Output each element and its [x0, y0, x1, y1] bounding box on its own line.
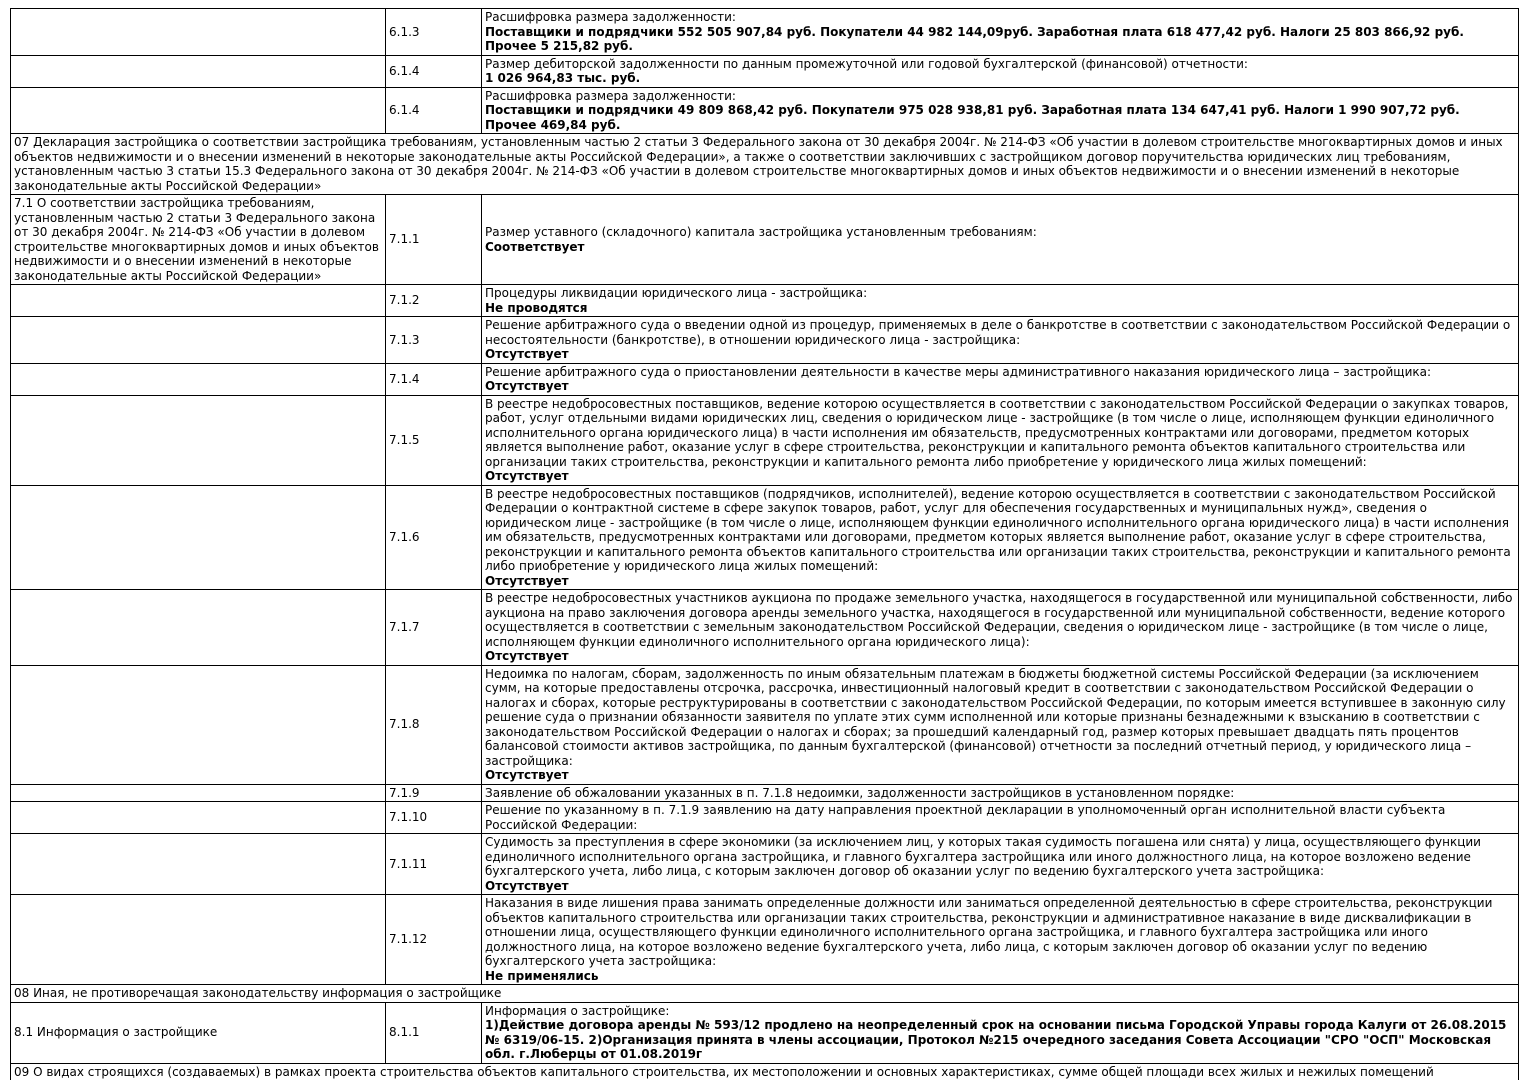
row-number-cell: 7.1.1 [386, 195, 482, 285]
row-content-cell [482, 317, 1519, 364]
row-number-cell: 8.1.1 [386, 1002, 482, 1063]
row-description-cell [11, 665, 386, 784]
row-description-cell [11, 395, 386, 485]
field-value: Поставщики и подрядчики 49 809 868,42 руб. Покупатели 975 028 938,81 руб. Заработная плата 134 647,41 руб. Налоги 1 990 907,72 руб. Прочее 469,84 руб. [485, 103, 1460, 132]
row-content-cell [482, 784, 1519, 802]
row-number-cell: 7.1.3 [386, 317, 482, 364]
field-value: Отсутствует [485, 469, 569, 483]
row-description-cell [11, 834, 386, 895]
row-number-cell: 7.1.9 [386, 784, 482, 802]
row-content-cell [482, 802, 1519, 834]
declaration-table-body [11, 9, 1519, 1080]
table-row [11, 87, 1519, 134]
field-value: Отсутствует [485, 768, 569, 782]
field-label: В реестре недобросовестных участников аукциона по продаже земельного участка, находящегося в государственной или муниципальной собственности, либо аукциона на право заключения договора аренды земельного участка, находящегося в государственной или муниципальной собственности, ведение которого осуществляется в соответствии с земельным законодательством Российской Федерации, сведения о юридическом лице - застройщике (в том числе о лице, исполняющем функции единоличного исполнительного органа юридического лица): [485, 591, 1513, 649]
field-label: Наказания в виде лишения права занимать определенные должности или заниматься определенной деятельностью в сфере строительства, реконструкции объектов капитального строительства или организации таких строительства, реконструкции и административное наказание в виде дисквалификации в отношении лица, осуществляющего функции единоличного исполнительного органа застройщика, и главного бухгалтера застройщика или иного должностного лица, на которое возложено ведение бухгалтерского учета, либо лица, с которым заключен договор об оказании услуг по ведению бухгалтерского учета застройщика: [485, 896, 1493, 968]
row-content-cell [482, 9, 1519, 56]
row-description-cell [11, 784, 386, 802]
table-row [11, 590, 1519, 666]
section-header: 08 Иная, не противоречащая законодательству информация о застройщике [11, 985, 1519, 1003]
row-description-cell [11, 55, 386, 87]
row-number-cell: 7.1.12 [386, 895, 482, 985]
row-number-cell: 7.1.2 [386, 285, 482, 317]
row-number-cell: 6.1.4 [386, 55, 482, 87]
field-label: Размер дебиторской задолженности по данным промежуточной или годовой бухгалтерской (финансовой) отчетности: [485, 56, 1248, 71]
row-description-cell [11, 317, 386, 364]
field-value: Отсутствует [485, 573, 569, 588]
row-content-cell [482, 590, 1519, 666]
row-description-cell: 7.1 О соответствии застройщика требованиям, установленным частью 2 статьи 3 Федерального закона от 30 декабря 2004г. № 214-ФЗ «Об участии в долевом строительстве многоквартирных домов и иных объектов недвижимости и о внесении изменений в некоторые законодательные акты Российской Федерации» [11, 195, 386, 285]
table-row [11, 802, 1519, 834]
field-value: 1 026 964,83 тыс. руб. [485, 71, 641, 85]
field-value: Поставщики и подрядчики 552 505 907,84 руб. Покупатели 44 982 144,09руб. Заработная плата 618 477,42 руб. Налоги 25 803 866,92 руб. Прочее 5 215,82 руб. [485, 24, 1464, 53]
row-content-cell [482, 363, 1519, 395]
row-description-cell [11, 895, 386, 985]
field-value: 1)Действие договора аренды № 593/12 продлено на неопределенный срок на основании письма Городской Управы города Калуги от 26.08.2015 № 6319/06-15. 2)Организация принята в члены ассоциации, Протокол №215 очередного заседания Совета Ассоциации "СРО "ОСП" Московская обл. г.Люберцы от 01.08.2019г [485, 1018, 1507, 1061]
row-number-cell: 6.1.3 [386, 9, 482, 56]
row-number-cell: 7.1.5 [386, 395, 482, 485]
row-content-cell [482, 1002, 1519, 1063]
field-label: Заявление об обжаловании указанных в п. 7.1.8 недоимки, задолженности застройщиков в установленном порядке: [485, 785, 1235, 800]
field-value: Отсутствует [485, 878, 569, 893]
row-description-cell [11, 485, 386, 590]
row-number-cell: 7.1.7 [386, 590, 482, 666]
field-label: Решение арбитражного суда о приостановлении деятельности в качестве меры административного наказания юридического лица – застройщика: [485, 364, 1432, 379]
field-value: Отсутствует [485, 649, 569, 663]
row-content-cell [482, 665, 1519, 784]
row-number-cell: 6.1.4 [386, 87, 482, 134]
field-label: Информация о застройщике: [485, 1003, 670, 1018]
row-content-cell [482, 87, 1519, 134]
row-number-cell: 7.1.11 [386, 834, 482, 895]
table-row [11, 285, 1519, 317]
field-label: Расшифровка размера задолженности: [485, 88, 736, 103]
row-description-cell: 8.1 Информация о застройщике [11, 1002, 386, 1063]
table-row [11, 1002, 1519, 1063]
field-label: Размер уставного (складочного) капитала застройщика установленным требованиям: [485, 225, 1037, 239]
row-description-cell [11, 363, 386, 395]
table-row [11, 895, 1519, 985]
field-label: В реестре недобросовестных поставщиков, ведение которою осуществляется в соответствии с законодательством Российской Федерации о закупках товаров, работ, услуг отдельными видами юридических лиц, сведения о юридическом лице - застройщике (в том числе о лице, исполняющем функции единоличного исполнительного органа юридического лица) в части исполнения им обязательств, предусмотренных контрактами или договорами, предметом которых является выполнение работ, оказание услуг в сфере строительства, реконструкции и капитального ремонта объектов капитального строительства или организации таких строительства, реконструкции и капитального ремонта либо приобретение у юридического лица жилых помещений: [485, 396, 1509, 469]
field-label: Недоимка по налогам, сборам, задолженность по иным обязательным платежам в бюджеты бюджетной системы Российской Федерации (за исключением сумм, на которые предоставлены отсрочка, рассрочка, инвестиционный налоговый кредит в соответствии с законодательством Российской Федерации о налогах и сборах, которые реструктурированы в соответствии с законодательством Российской Федерации, по которым имеется вступившее в законную силу решение суда о признании обязанности заявителя по уплате этих сумм исполненной или которые признаны безнадежными к взысканию в соответствии с законодательством Российской Федерации о налогах и сборах; за прошедший календарный год, размер которых превышает двадцать пять процентов балансовой стоимости активов застройщика, по данным бухгалтерской (финансовой) отчетности за последний отчетный период, у юридического лица – застройщика: [485, 666, 1506, 768]
field-value: Соответствует [485, 239, 585, 254]
row-content-cell [482, 895, 1519, 985]
row-number-cell: 7.1.6 [386, 485, 482, 590]
row-number-cell: 7.1.10 [386, 802, 482, 834]
field-label: Процедуры ликвидации юридического лица - застройщика: [485, 286, 868, 300]
row-description-cell [11, 285, 386, 317]
row-content-cell [482, 395, 1519, 485]
field-label: Решение арбитражного суда о введении одной из процедур, применяемых в деле о банкротстве в соответствии с законодательством Российской Федерации о несостоятельности (банкротстве), в отношении юридического лица - застройщика: [485, 318, 1511, 347]
section-row [11, 985, 1519, 1003]
row-number-cell: 7.1.8 [386, 665, 482, 784]
field-value: Отсутствует [485, 379, 569, 393]
row-content-cell [482, 834, 1519, 895]
row-content-cell [482, 55, 1519, 87]
row-content-cell [482, 195, 1519, 285]
field-value: Не применялись [485, 968, 599, 983]
row-content-cell [482, 485, 1519, 590]
field-label: В реестре недобросовестных поставщиков (подрядчиков, исполнителей), ведение которою осуществляется в соответствии с законодательством Российской Федерации о контрактной системе в сфере закупок товаров, работ, услуг для обеспечения государственных и муниципальных нужд», сведения о юридическом лице - застройщике (в том числе о лице, исполняющем функции единоличного исполнительного органа юридического лица) в части исполнения им обязательств, предусмотренных контрактами или договорами, предметом которых является выполнение работ, оказание услуг в сфере строительства, реконструкции и капитального ремонта объектов капитального строительства или организации таких строительства, реконструкции и капитального ремонта либо приобретение у юридического лица жилых помещений: [485, 486, 1511, 573]
row-description-cell [11, 9, 386, 56]
row-content-cell [482, 285, 1519, 317]
table-row [11, 195, 1519, 285]
table-row [11, 395, 1519, 485]
section-header: 09 О видах строящихся (создаваемых) в рамках проекта строительства объектов капитального строительства, их местоположении и основных характеристиках, сумме общей площади всех жилых и нежилых помещений [11, 1063, 1519, 1080]
row-description-cell [11, 590, 386, 666]
table-row [11, 665, 1519, 784]
declaration-table [10, 8, 1519, 1080]
row-description-cell [11, 87, 386, 134]
table-row [11, 485, 1519, 590]
field-value: Отсутствует [485, 347, 569, 361]
section-header: 07 Декларация застройщика о соответствии застройщика требованиям, установленным частью 2 статьи 3 Федерального закона от 30 декабря 2004г. № 214-ФЗ «Об участии в долевом строительстве многоквартирных домов и иных объектов недвижимости и о внесении изменений в некоторые законодательные акты Российской Федерации», а также о соответствии заключивших с застройщиком договор поручительства юридических лиц требованиям, установленным частью 3 статьи 15.3 Федерального закона от 30 декабря 2004г. № 214-ФЗ «Об участии в долевом строительстве многоквартирных домов и иных объектов недвижимости и о внесении изменений в некоторые законодательные акты Российской Федерации» [11, 134, 1519, 195]
section-row [11, 1063, 1519, 1080]
table-row [11, 317, 1519, 364]
field-label: Судимость за преступления в сфере экономики (за исключением лиц, у которых такая судимость погашена или снята) у лица, осуществляющего функции единоличного исполнительного органа застройщика, и главного бухгалтера застройщика или иного должностного лица, на которое возложено ведение бухгалтерского учета, либо лица, с которым заключен договор об оказании услуг по ведению бухгалтерского учета застройщика: [485, 835, 1481, 878]
table-row [11, 834, 1519, 895]
table-row [11, 9, 1519, 56]
section-row [11, 134, 1519, 195]
table-row [11, 55, 1519, 87]
row-description-cell [11, 802, 386, 834]
table-row [11, 784, 1519, 802]
field-label: Расшифровка размера задолженности: [485, 10, 736, 24]
field-value: Не проводятся [485, 300, 588, 315]
row-number-cell: 7.1.4 [386, 363, 482, 395]
field-label: Решение по указанному в п. 7.1.9 заявлению на дату направления проектной декларации в уполномоченный орган исполнительной власти субъекта Российской Федерации: [485, 803, 1446, 832]
table-row [11, 363, 1519, 395]
